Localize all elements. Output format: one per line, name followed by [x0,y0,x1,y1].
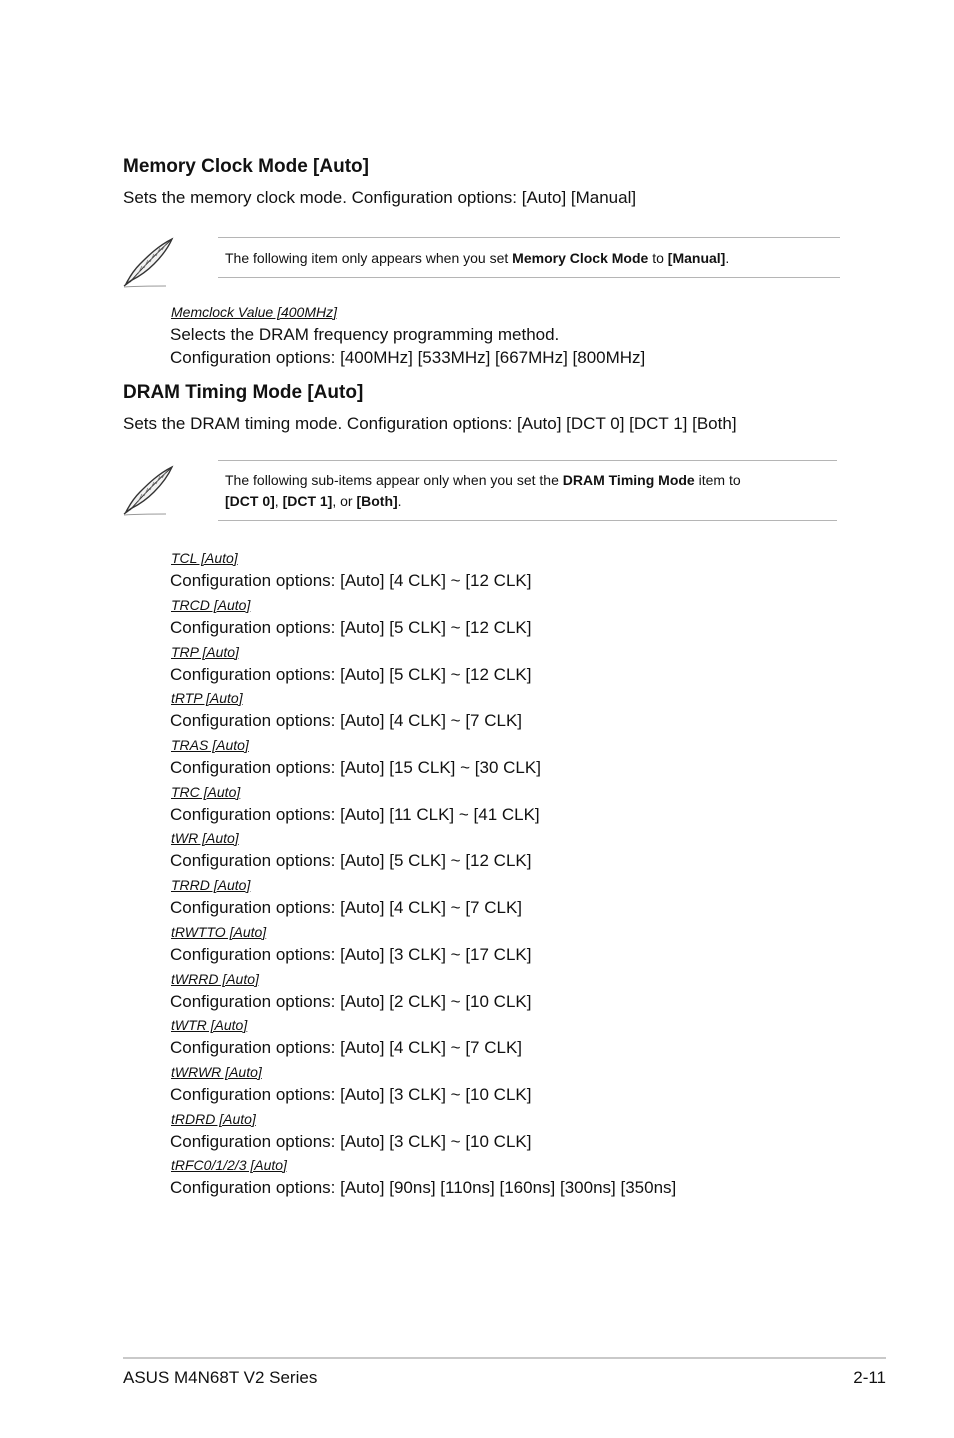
timing-item-desc: Configuration options: [Auto] [4 CLK] ~ [7 CLK] [170,898,523,917]
memory-clock-note-text: The following item only appears when you set Memory Clock Mode to [Manual]. [225,250,730,266]
timing-item-desc: Configuration options: [Auto] [5 CLK] ~ [12 CLK] [170,665,532,684]
memory-clock-mode-desc: Sets the memory clock mode. Configuration options: [Auto] [Manual] [123,188,637,207]
dram-timing-note-line2: [DCT 0], [DCT 1], or [Both]. [225,493,402,509]
dram-timing-note [218,460,837,521]
timing-item-title: TRRD [Auto] [171,877,251,893]
timing-item-desc: Configuration options: [Auto] [2 CLK] ~ [10 CLK] [170,992,532,1011]
timing-item-title: TRAS [Auto] [171,737,249,753]
timing-item-title: tRTP [Auto] [171,690,243,706]
timing-item-desc: Configuration options: [Auto] [3 CLK] ~ [17 CLK] [170,945,532,964]
timing-item-desc: Configuration options: [Auto] [4 CLK] ~ [12 CLK] [170,571,532,590]
memclock-value-title: Memclock Value [400MHz] [171,304,337,320]
timing-item-title: TRP [Auto] [171,644,239,660]
footer-product-name: ASUS M4N68T V2 Series [123,1368,318,1387]
timing-item-title: TRCD [Auto] [171,597,251,613]
timing-item-title: tWR [Auto] [171,830,239,846]
timing-item-desc: Configuration options: [Auto] [4 CLK] ~ [7 CLK] [170,711,523,730]
timing-item-desc: Configuration options: [Auto] [3 CLK] ~ [10 CLK] [170,1085,532,1104]
memory-clock-mode-heading: Memory Clock Mode [Auto] [123,156,369,177]
timing-item-desc: Configuration options: [Auto] [4 CLK] ~ [7 CLK] [170,1038,523,1057]
footer-page-number: 2-11 [853,1368,886,1387]
timing-item-title: tWRWR [Auto] [171,1064,262,1080]
footer-divider [123,1357,886,1359]
dram-timing-mode-desc: Sets the DRAM timing mode. Configuration options: [Auto] [DCT 0] [DCT 1] [Both] [123,414,737,433]
timing-item-title: tRFC0/1/2/3 [Auto] [171,1157,287,1173]
timing-item-title: tRWTTO [Auto] [171,924,267,940]
timing-item-desc: Configuration options: [Auto] [5 CLK] ~ [12 CLK] [170,851,532,870]
timing-item-title: tRDRD [Auto] [171,1111,256,1127]
timing-item-desc: Configuration options: [Auto] [3 CLK] ~ [10 CLK] [170,1132,532,1151]
memclock-value-line2: Configuration options: [400MHz] [533MHz] [667MHz] [800MHz] [170,348,646,367]
timing-item-title: tWRRD [Auto] [171,971,259,987]
memclock-value-line1: Selects the DRAM frequency programming method. [170,325,560,344]
timing-item-desc: Configuration options: [Auto] [5 CLK] ~ [12 CLK] [170,618,532,637]
timing-item-desc: Configuration options: [Auto] [11 CLK] ~ [41 CLK] [170,805,540,824]
timing-item-title: TRC [Auto] [171,784,241,800]
timing-item-desc: Configuration options: [Auto] [90ns] [110ns] [160ns] [300ns] [350ns] [170,1178,677,1197]
timing-item-title: tWTR [Auto] [171,1017,248,1033]
timing-item-desc: Configuration options: [Auto] [15 CLK] ~ [30 CLK] [170,758,541,777]
pen-note-icon [122,236,176,288]
memory-clock-note [218,237,840,278]
pen-note-icon [122,464,176,516]
timing-item-title: TCL [Auto] [171,550,238,566]
dram-timing-mode-heading: DRAM Timing Mode [Auto] [123,382,364,403]
dram-timing-note-line1: The following sub-items appear only when you set the DRAM Timing Mode item to [225,472,741,488]
